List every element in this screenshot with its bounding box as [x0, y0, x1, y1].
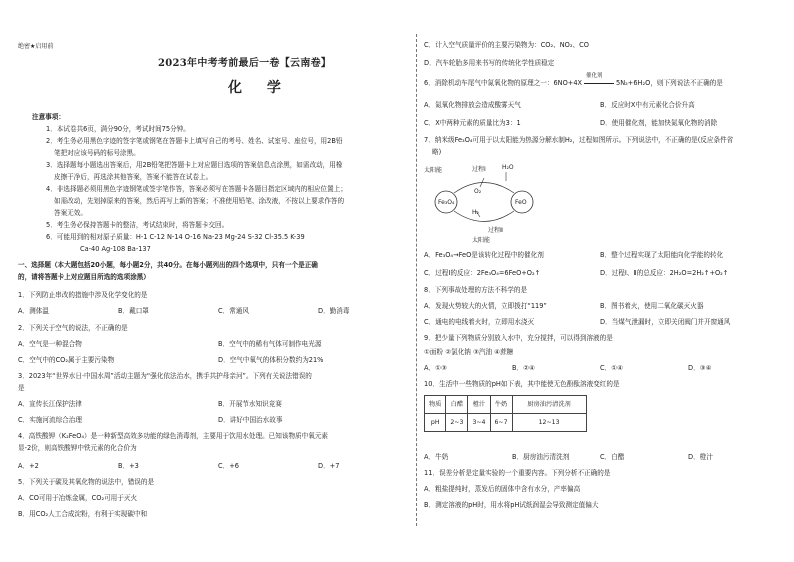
option-c: C．+6 [218, 462, 239, 470]
note-line: 如需改动，先划掉原来的答案，然后再写上新的答案；不准使用铅笔、涂改液，不按以上要求作答的 [54, 197, 345, 205]
option-d: D．③④ [688, 364, 712, 372]
option-d: D．过程Ⅰ、Ⅱ的总反应：2H₂O=2H₂↑+O₂↑ [600, 269, 729, 277]
catalyst-label: 催化剂 [586, 73, 603, 79]
h2o-label: H₂O [502, 164, 514, 171]
note-line: 答案无效。 [54, 209, 87, 217]
process1-label: 过程Ⅰ [472, 166, 486, 173]
o2-label: O₂ [474, 188, 482, 195]
question-stem: 5．下列关于碳及其氧化物的说法中，错误的是 [18, 478, 155, 486]
option-a: A．空气是一种混合物 [18, 340, 82, 348]
question-stem: 10．生活中一些物质的pH如下表，其中能使无色酚酞溶液变红的是 [424, 380, 620, 388]
q6-stem-pre: 6．消除机动车尾气中氮氧化物的原理之一：6NO+4X [424, 79, 583, 87]
option-a: A．发现火势较大的火情，立即拨打“119” [424, 302, 547, 310]
option-d: D．勤消毒 [318, 307, 350, 315]
note-line: 皮擦干净后，再选涂其他答案，答案不能答在试卷上。 [54, 173, 213, 181]
question-stem: 2．下列关于空气的说法，不正确的是 [18, 324, 128, 332]
option-c: C．常通风 [218, 307, 249, 315]
option-c: C．①④ [600, 364, 624, 372]
option-c: C．计入空气质量评价的主要污染物为：CO₂、NO₂、CO [424, 41, 589, 49]
option-b: B．测定溶液的pH时，用水将pH试纸润湿会导致测定值偏大 [424, 501, 599, 509]
process2-label: 过程Ⅱ [488, 227, 503, 234]
sun-bottom-label: 太阳能 [472, 237, 491, 244]
question-stem: 9．把少量下列物质分别放入水中，充分搅拌，可以得到溶液的是 [424, 334, 613, 342]
process1-arrow [454, 183, 514, 194]
process2-arrow [454, 211, 514, 222]
option-b: B．整个过程实现了太阳能向化学能的转化 [600, 251, 724, 259]
option-b: B．戴口罩 [118, 307, 149, 315]
option-d: D．+7 [318, 462, 340, 470]
table-cell: 橙汁 [468, 396, 490, 414]
subject-title: 化 学 [228, 80, 291, 96]
ph-table [424, 395, 587, 432]
table-cell: 3~4 [468, 414, 490, 432]
question-stem: 11．误差分析是定量实验的一个重要内容。下列分析不正确的是 [424, 469, 611, 477]
secret-label: 绝密★启用前 [18, 43, 54, 50]
option-d: D．使用催化剂，能加快氮氧化物的消除 [600, 119, 718, 127]
table-cell: 物质 [425, 396, 446, 414]
note-line: 5．考生务必保持答题卡的整洁，考试结束时，将答题卡交回。 [46, 221, 229, 229]
fe3o4-label: Fe₃O₄ [438, 199, 455, 206]
option-c: C．实施河流综合治理 [18, 416, 82, 424]
note-line: 2．考生务必用黑色字迹的签字笔或钢笔在答题卡上填写自己的考号、姓名、试室号、座位号，用2B铅 [46, 137, 343, 145]
note-line: 笔把对应该号码的标号涂黑。 [54, 149, 140, 157]
option-b: B．空气中的稀有气体可制作电光源 [218, 340, 322, 348]
note-line: 4．非选择题必须用黑色字迹钢笔或签字笔作答，答案必须写在答题卡各题目指定区域内的相应位置上； [46, 185, 347, 193]
table-cell: 6~7 [490, 414, 512, 432]
question-stem: 是 [18, 384, 25, 392]
notes-heading: 注意事项： [32, 113, 65, 121]
page-title: 2023年中考考前最后一卷【云南卷】 [158, 58, 332, 69]
note-line: 6．可能用到的相对原子质量：H-1 C-12 N-14 O-16 Na-23 Mg-24 S-32 Cl-35.5 K-39 [46, 233, 305, 241]
option-a: A．宣传长江保护法律 [18, 400, 82, 408]
option-a: A．①③ [424, 364, 447, 372]
option-a: A．+2 [18, 462, 39, 470]
table-cell: 白醋 [446, 396, 468, 414]
question-stem: 4．高铁酸钾（K₂FeO₄）是一种新型高效多功能的绿色消毒剂，主要用于饮用水处理。已知该物质中氧元素 [18, 432, 329, 440]
sun-top-label: 太阳能 [424, 167, 443, 174]
question-stem: 略) [432, 148, 442, 156]
option-d: D．橙汁 [688, 453, 713, 461]
note-line: 1．本试卷共6页，满分90分，考试时间75分钟。 [46, 125, 190, 133]
note-line: Ca-40 Ag-108 Ba-137 [80, 245, 151, 253]
table-cell: pH [425, 414, 446, 432]
question-stem: 显-2价，则高铁酸钾中铁元素的化合价为 [18, 444, 137, 452]
option-a: A．测体温 [18, 307, 49, 315]
table-cell: 2~3 [446, 414, 468, 432]
option-b: B．用CO₂人工合成淀粉，有利于实现碳中和 [18, 510, 148, 518]
option-d: D．空气中氧气的体积分数约为21% [218, 356, 324, 364]
feo-label: FeO [515, 199, 527, 206]
left-column [18, 0, 410, 562]
option-b: B．+3 [118, 462, 139, 470]
section-heading: 的，请将答题卡上对应题目所选的选项涂黑） [18, 273, 150, 281]
option-d: D．讲好中国治水故事 [218, 416, 283, 424]
column-divider [416, 34, 417, 526]
question-stem: 8．下列事故处理的方法不科学的是 [424, 286, 528, 294]
note-line: 3．选择题每小题选出答案后，用2B铅笔把答题卡上对应题目选项的答案信息点涂黑，如需改动，用橡 [46, 161, 343, 169]
option-b: B．厨房油污清洗剂 [512, 453, 570, 461]
option-d: D．汽车轮胎多用来书写的传统化学性质稳定 [424, 59, 555, 67]
q6-stem-post: 5N₂+6H₂O，则下列说法不正确的是 [616, 79, 723, 87]
option-b: B．②④ [512, 364, 535, 372]
question-stem: 3．2023年“世界水日·中国水周”活动主题为“强化依法治水，携手共护母亲河”。下列有关说法错误的 [18, 372, 312, 380]
option-a: A．氮氧化物排放会造成酸雾天气 [424, 101, 521, 109]
option-a: A．粗盐提纯时，蒸发后的固体中含有水分，产率偏高 [424, 485, 581, 493]
table-cell: 12~13 [512, 414, 586, 432]
option-a: A．Fe₃O₄→FeO是该转化过程中的催化剂 [424, 251, 544, 259]
question-stem: 7．纳米级Fe₃O₄可用于以太阳能为热源分解水制H₂，过程如图所示。下列说法中，不正确的是(反应条件省 [424, 136, 734, 144]
option-c: C．白醋 [600, 453, 625, 461]
question-stem [424, 73, 723, 88]
right-column [424, 0, 776, 562]
table-cell: 牛奶 [490, 396, 512, 414]
option-d: D．当煤气泄漏时，立即关闭阀门并开窗通风 [600, 318, 731, 326]
table-header-row [425, 396, 587, 414]
option-b: B．反应时X中有元素化合价升高 [600, 101, 695, 109]
option-a: A．牛奶 [424, 453, 449, 461]
h2-label: H₂ [472, 209, 479, 216]
option-c: C．通电的电线着火时，立即用水浇灭 [424, 318, 535, 326]
option-b: B．开展节水知识竞赛 [218, 400, 282, 408]
table-row [425, 414, 587, 432]
substance-list: ①面粉 ②氯化钠 ③汽油 ④蔗糖 [424, 348, 514, 356]
question-stem: 1．下列防止串改的措施中涉及化学变化的是 [18, 291, 148, 299]
option-c: C．X中两种元素的质量比为3：1 [424, 119, 521, 127]
option-c: C．空气中的CO₂属于主要污染物 [18, 356, 115, 364]
option-c: C．过程Ⅰ的反应：2Fe₃O₄=6FeO+O₂↑ [424, 269, 541, 277]
fe-oxide-cycle-diagram [424, 156, 554, 246]
option-a: A．CO可用于冶炼金属，CO₂可用于灭火 [18, 494, 138, 502]
table-cell: 厨房油污清洗剂 [512, 396, 586, 414]
reaction-arrow [582, 73, 616, 88]
section-heading: 一、选择题（本大题包括20小题，每小题2分，共40分。在每小题列出的四个选项中，只有一个是正确 [18, 261, 318, 269]
option-b: B．图书着火，使用二氧化碳灭火器 [600, 302, 704, 310]
